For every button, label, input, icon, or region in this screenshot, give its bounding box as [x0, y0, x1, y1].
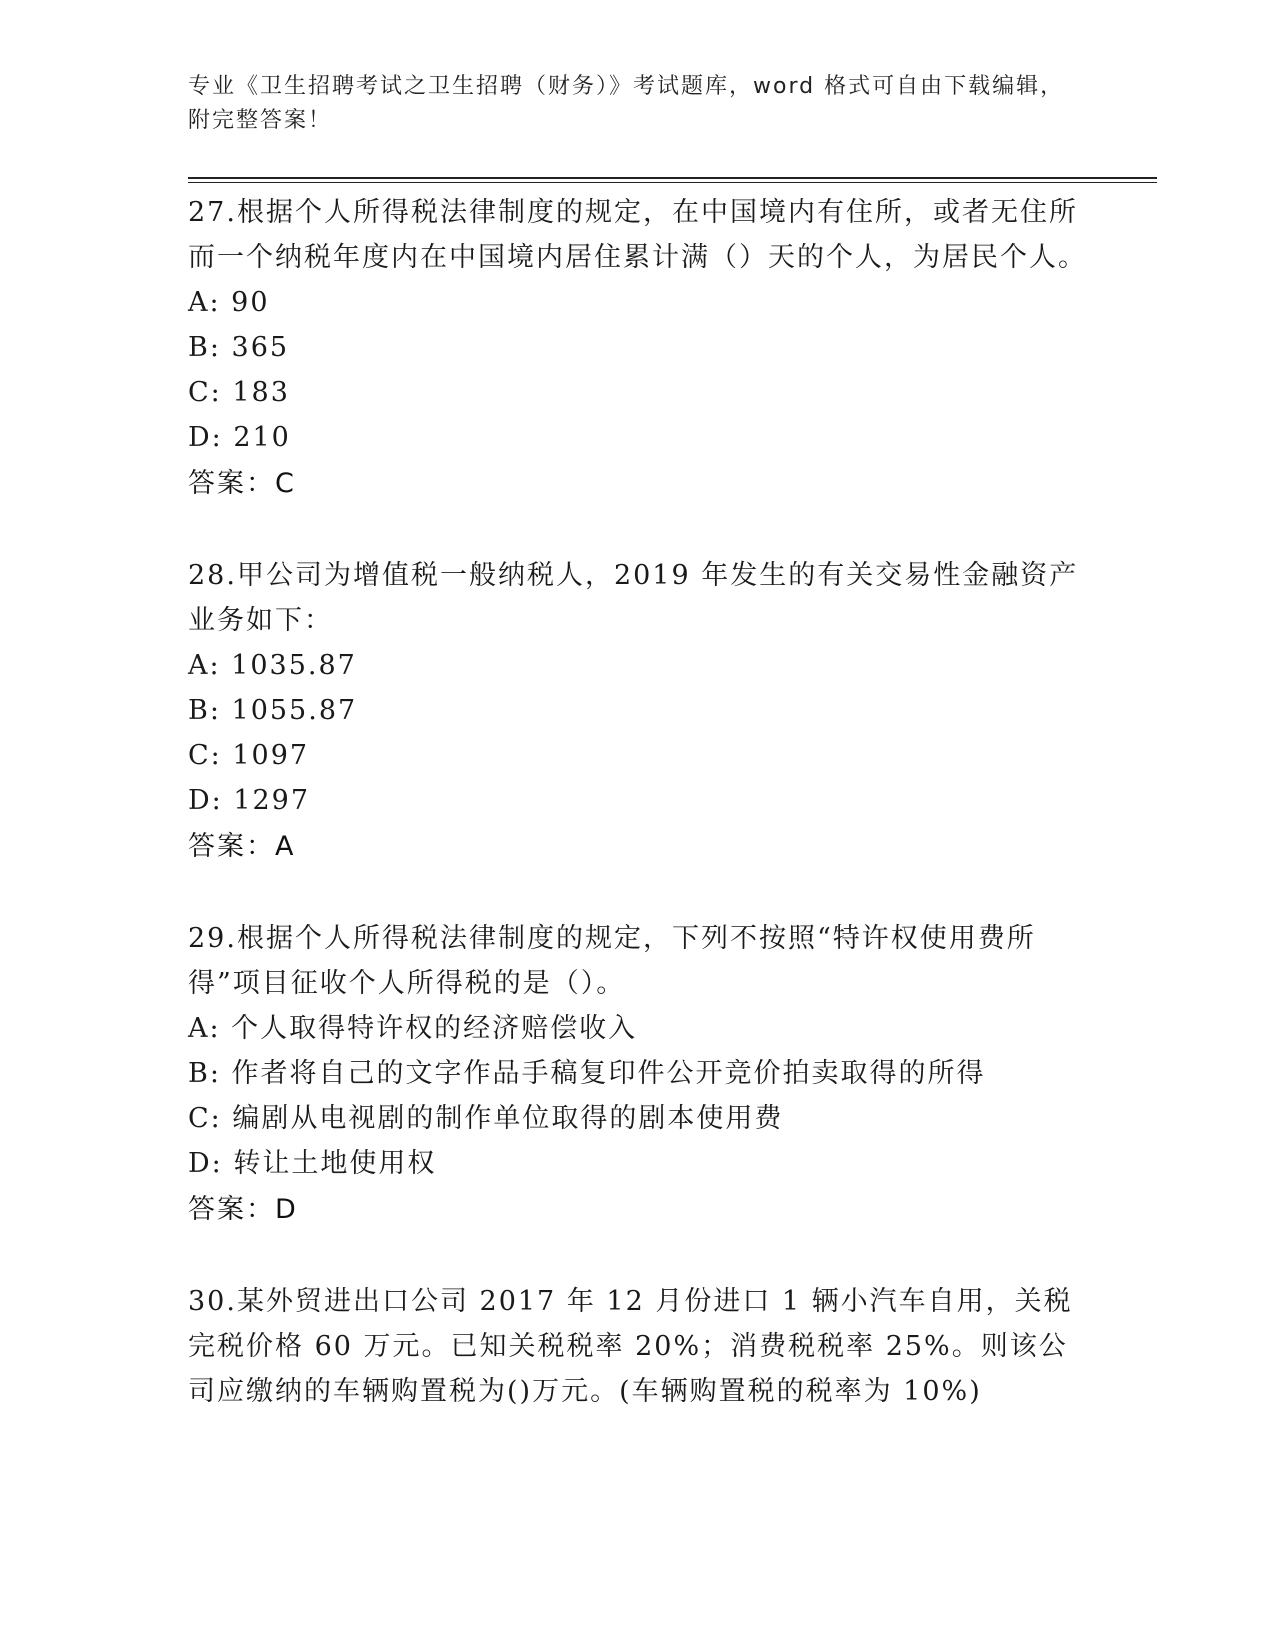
option-a: A: 90 — [188, 287, 270, 318]
option-c: C: 1097 — [188, 740, 310, 771]
header-divider-thin — [188, 182, 1157, 183]
option-d: D: 转让土地使用权 — [188, 1148, 437, 1179]
option-a: A: 1035.87 — [188, 650, 357, 681]
option-b: B: 365 — [188, 332, 290, 363]
option-a: A: 个人取得特许权的经济赔偿收入 — [188, 1013, 638, 1044]
question-28 — [188, 553, 1088, 871]
option-d: D: 210 — [188, 422, 291, 453]
answer-label: 答案：D — [188, 1194, 298, 1225]
question-text: 30.某外贸进出口公司 2017 年 12 月份进口 1 辆小汽车自用，关税完税价格 60 万元。已知关税税率 20%；消费税税率 25%。则该公司应缴纳的车辆购置税为()万元。(车辆购置税的税率为 10%) — [188, 1286, 1073, 1407]
question-text: 29.根据个人所得税法律制度的规定，下列不按照“特许权使用费所得”项目征收个人所得税的是（）。 — [188, 923, 1036, 999]
answer-label: 答案：C — [188, 468, 296, 499]
answer-label: 答案：A — [188, 831, 296, 862]
document-header: 专业《卫生招聘考试之卫生招聘（财务）》考试题库，word 格式可自由下载编辑，附完整答案！ — [188, 74, 1065, 133]
question-list — [188, 190, 1088, 1459]
option-b: B: 1055.87 — [188, 695, 358, 726]
question-text: 27.根据个人所得税法律制度的规定，在中国境内有住所，或者无住所而一个纳税年度内在中国境内居住累计满（）天的个人，为居民个人。 — [188, 197, 1087, 273]
question-27 — [188, 190, 1088, 508]
question-29 — [188, 916, 1088, 1234]
header-divider-thick — [188, 177, 1157, 179]
option-c: C: 183 — [188, 377, 290, 408]
option-b: B: 作者将自己的文字作品手稿复印件公开竞价拍卖取得的所得 — [188, 1058, 986, 1089]
option-d: D: 1297 — [188, 785, 311, 816]
question-text: 28.甲公司为增值税一般纳税人，2019 年发生的有关交易性金融资产业务如下： — [188, 560, 1079, 636]
question-30 — [188, 1279, 1088, 1414]
option-c: C: 编剧从电视剧的制作单位取得的剧本使用费 — [188, 1103, 784, 1134]
